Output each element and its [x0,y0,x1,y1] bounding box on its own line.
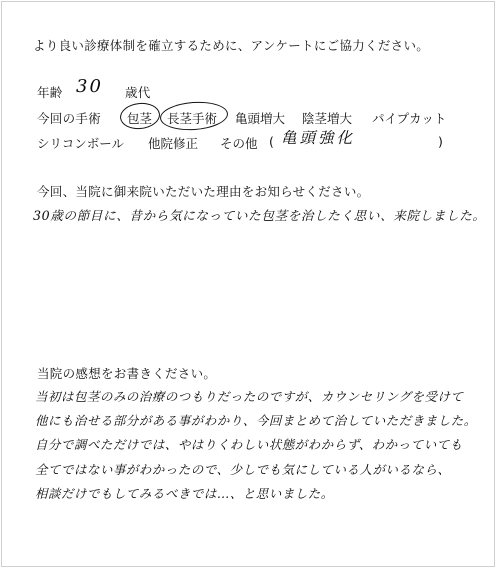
impression-answer-line-4: 全てではない事がわかったので、少しでも気にしている人がいるなら、 [35,462,451,477]
procedure-option-penis-lengthening[interactable]: 長茎手術 [167,111,218,126]
procedure-option-penis-enlargement[interactable]: 陰茎増大 [302,111,353,126]
procedure-option-revision[interactable]: 他院修正 [148,136,199,151]
age-suffix: 歳代 [125,85,151,100]
selection-circle-phimosis [119,101,161,131]
procedure-option-vasectomy[interactable]: パイプカット [372,111,447,126]
age-value: 30 [76,76,103,97]
impression-answer-line-3: 自分で調べただけでは、やはりくわしい状態がわからず、わかっていても [35,437,463,452]
impression-answer-line-2: 他にも治せる部分がある事がわかり、今回まとめて治していただきました。 [35,413,477,428]
reason-answer: 30歳の節目に、昔から気になっていた包茎を治したく思い、来院しました。 [33,208,486,223]
impression-answer-line-1: 当初は包茎のみの治療のつもりだったのですが、カウンセリングを受けて [35,389,464,404]
impression-answer-line-5: 相談だけでもしてみるべきでは…、と思いました。 [35,486,334,501]
procedure-option-glans-enlargement[interactable]: 亀頭増大 [235,111,286,126]
reason-question: 今回、当院に御来院いただいた理由をお知らせください。 [37,184,370,199]
procedure-option-phimosis[interactable]: 包茎 [127,111,153,126]
procedure-option-other[interactable]: その他 [220,136,258,151]
other-open-paren: ( [269,134,275,149]
other-close-paren: ) [438,134,444,149]
procedure-label: 今回の手術 [37,111,102,126]
age-label: 年齢 [37,85,63,100]
impression-question: 当院の感想をお書きください。 [37,366,217,381]
selection-circle-penis-lengthening [159,100,229,133]
procedure-option-silicone-ball[interactable]: シリコンボール [37,136,125,151]
survey-form [1,1,495,567]
intro-text: より良い診療体制を確立するために、アンケートにご協力ください。 [33,38,430,53]
other-value: 亀頭強化 [281,129,356,147]
